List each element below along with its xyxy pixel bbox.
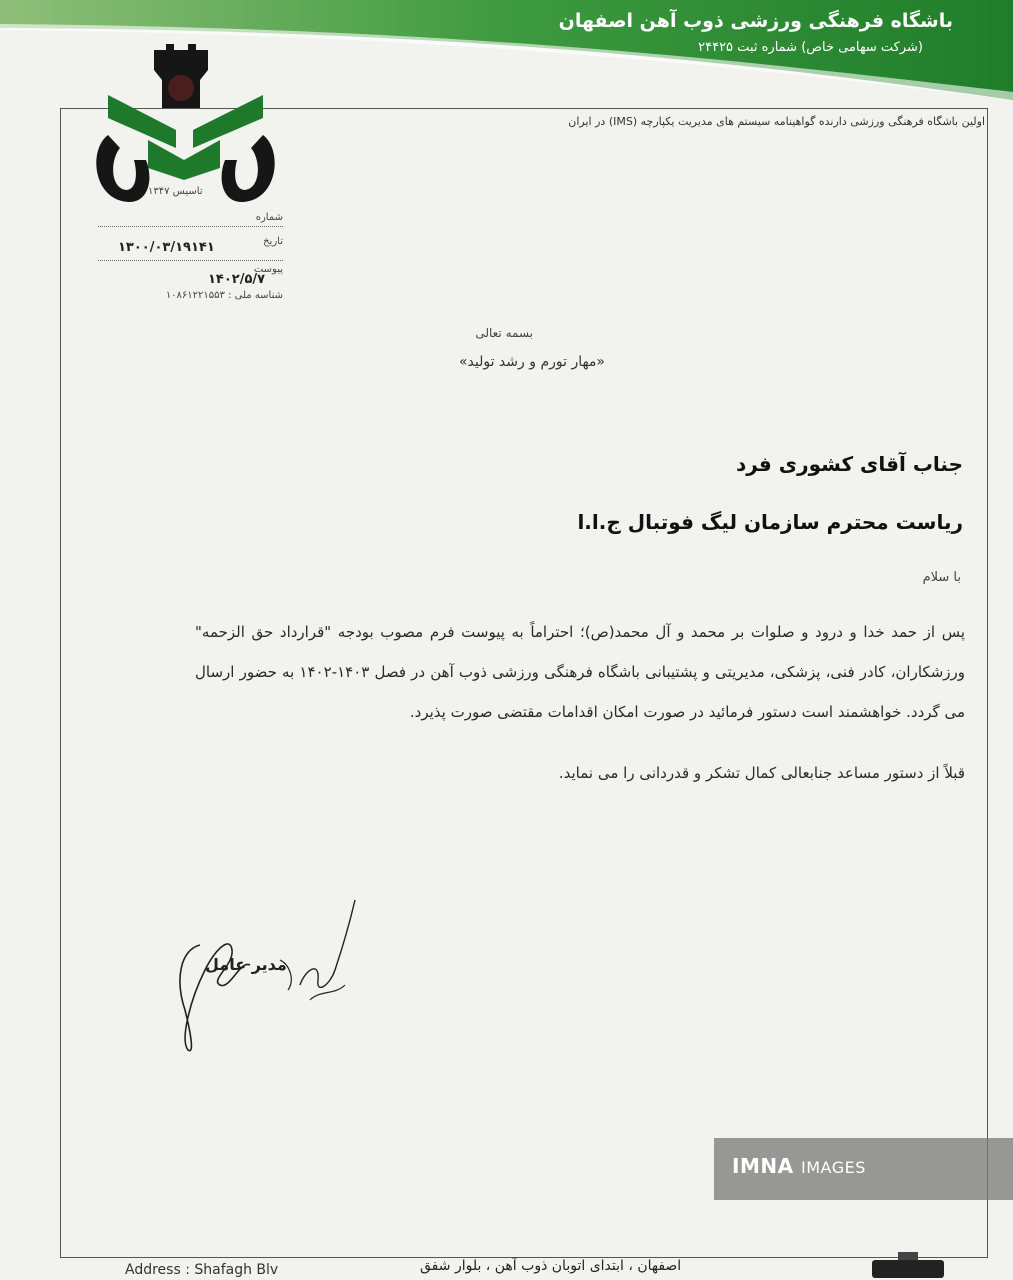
recipient-title: ریاست محترم سازمان لیگ فوتبال ج.ا.ا: [577, 510, 963, 534]
greeting: با سلام: [922, 570, 961, 585]
handwritten-signature: [170, 890, 370, 1060]
attachment-label: پیوست: [253, 264, 283, 275]
certification-logo-icon: [868, 1250, 948, 1280]
ims-statement: اولین باشگاه فرهنگی ورزشی دارنده گواهینامه سیستم های مدیریت یکپارچه (IMS) در ایران: [568, 115, 985, 128]
national-id: شناسه ملی : ۱۰۸۶۱۲۲۱۵۵۳: [165, 290, 283, 301]
basmala: بسمه تعالی: [475, 326, 533, 340]
letter-date: ۱۴۰۲/۵/۷: [208, 272, 266, 287]
footer-address-en: Address : Shafagh Blv: [125, 1262, 279, 1278]
logo-founded-caption: تاسیس ۱۳۴۷: [148, 186, 203, 197]
footer-address-fa: اصفهان ، ابتدای اتوبان ذوب آهن ، بلوار شفق: [420, 1258, 682, 1274]
number-label: شماره: [255, 212, 283, 223]
reference-block: [98, 208, 283, 308]
club-registration: (شرکت سهامی خاص) شماره ثبت ۲۴۴۲۵: [698, 40, 923, 55]
recipient-name: جناب آقای کشوری فرد: [735, 452, 963, 476]
body-paragraph: پس از حمد خدا و درود و صلوات بر محمد و آل محمد(ص)؛ احتراماً به پیوست فرم مصوب بودجه "قرارداد حق الزحمه" ورزشکاران، کادر فنی، پزشکی، مدیریتی و پشتیبانی باشگاه فرهنگی ورزشی ذوب آهن در فصل ۱۴۰۳-۱۴۰۲ به حضور ارسال می گردد. خواهشمند است دستور فرمائید در صورت امکان اقدامات مقتضی صورت پذیرد.: [195, 623, 965, 721]
date-label: تاریخ: [263, 236, 283, 247]
letter-number: ۱۳۰۰/۰۳/۱۹۱۴۱: [118, 240, 215, 255]
closing-line: قبلاً از دستور مساعد جنابعالی کمال تشکر و قدردانی را می نماید.: [558, 764, 965, 782]
watermark-suffix: IMAGES: [801, 1158, 866, 1177]
club-name: باشگاه فرهنگی ورزشی ذوب آهن اصفهان: [558, 10, 953, 32]
year-slogan: «مهار تورم و رشد تولید»: [458, 354, 605, 370]
watermark-brand: IMNA: [732, 1154, 794, 1178]
signer-title: مدیر عامل: [205, 955, 287, 974]
imna-watermark: [714, 1138, 1013, 1200]
